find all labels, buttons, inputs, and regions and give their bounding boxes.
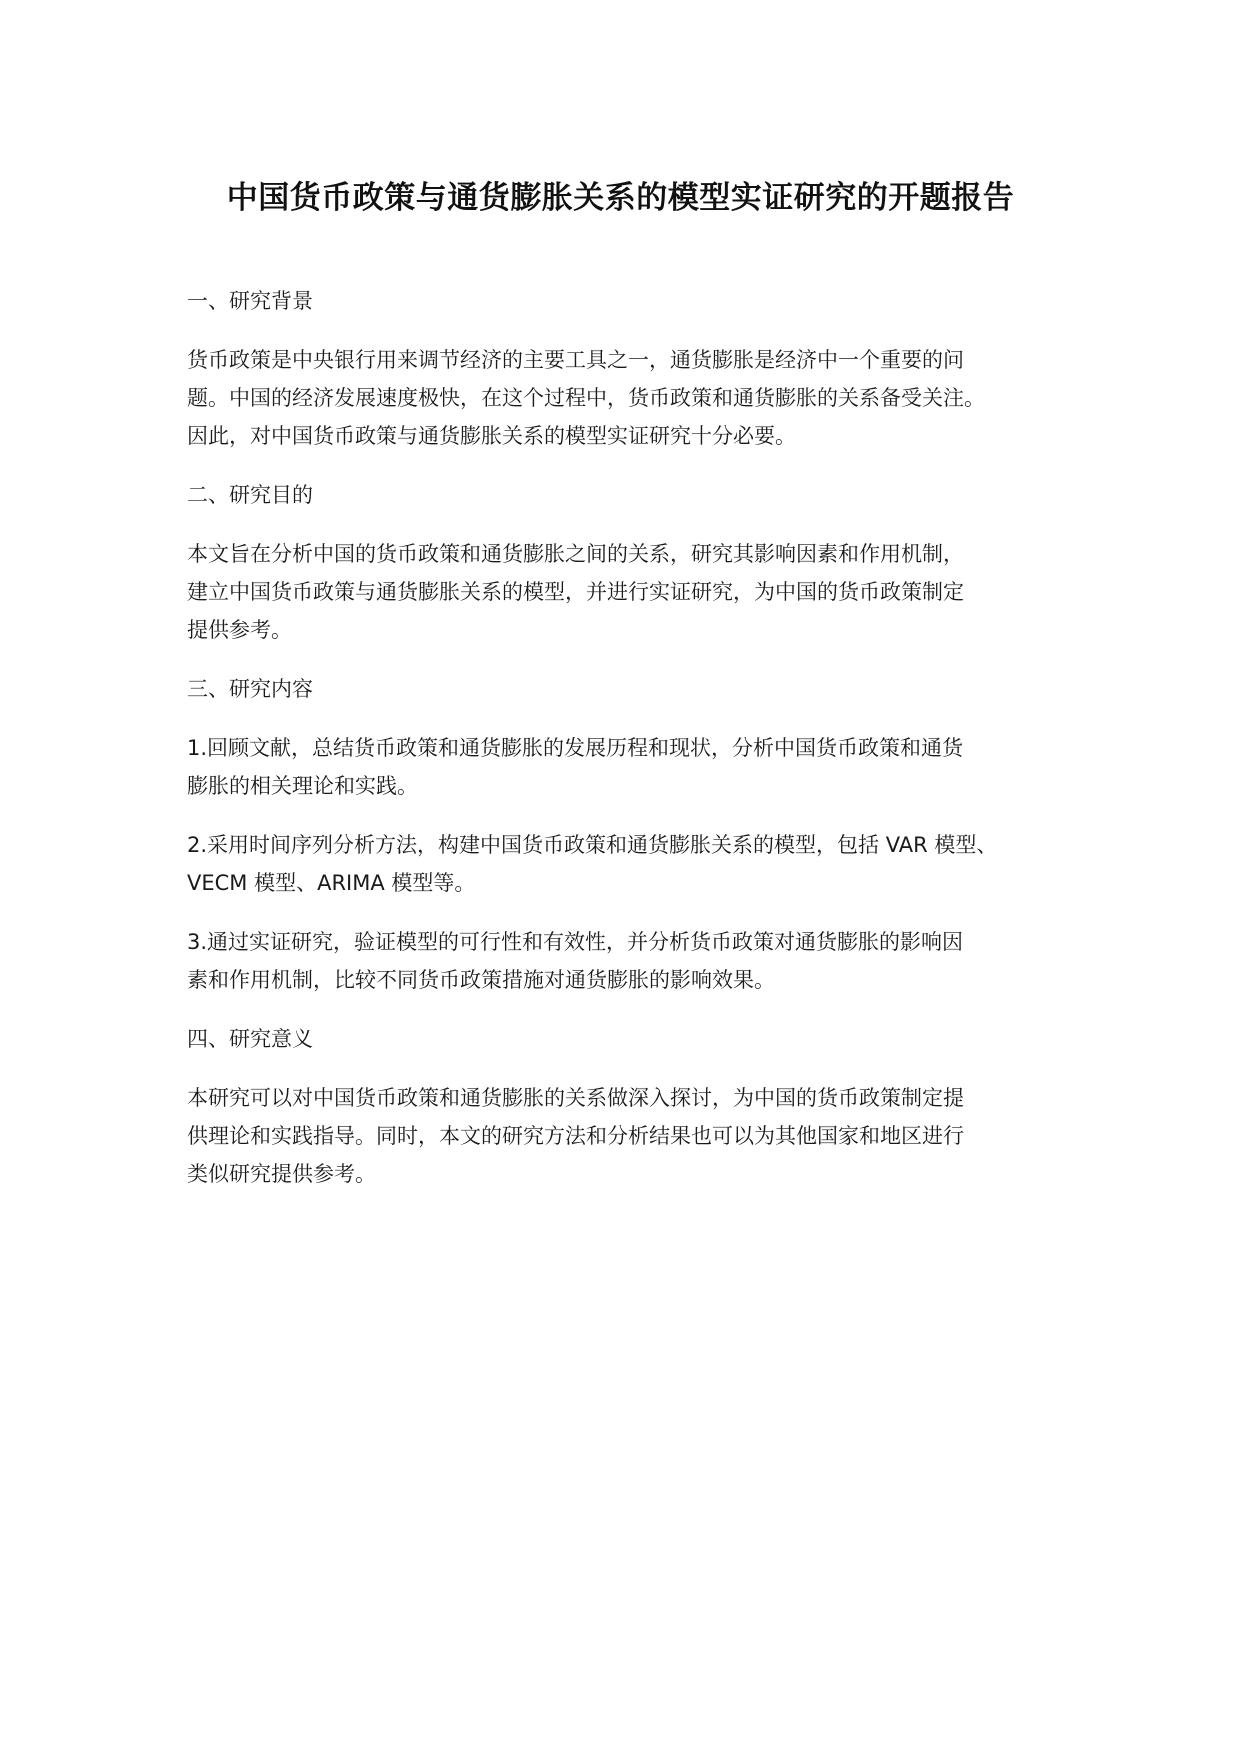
text-line: 本研究可以对中国货币政策和通货膨胀的关系做深入探讨，为中国的货币政策制定提	[187, 1086, 964, 1110]
document-title: 中国货币政策与通货膨胀关系的模型实证研究的开题报告	[226, 180, 1015, 216]
text-line: 1.回顾文献，总结货币政策和通货膨胀的发展历程和现状，分析中国货币政策和通货	[187, 736, 964, 760]
paragraph	[187, 729, 1067, 805]
section-heading: 一、研究背景	[187, 289, 313, 313]
paragraph	[187, 535, 1067, 649]
text-line: 供理论和实践指导。同时，本文的研究方法和分析结果也可以为其他国家和地区进行	[187, 1124, 964, 1148]
text-line: 本文旨在分析中国的货币政策和通货膨胀之间的关系，研究其影响因素和作用机制，	[187, 542, 964, 566]
text-line: 素和作用机制，比较不同货币政策措施对通货膨胀的影响效果。	[187, 968, 775, 992]
paragraph	[187, 923, 1067, 999]
section-heading: 二、研究目的	[187, 483, 313, 507]
text-line: 货币政策是中央银行用来调节经济的主要工具之一，通货膨胀是经济中一个重要的问	[187, 348, 964, 372]
paragraph	[187, 1079, 1067, 1193]
text-line: 膨胀的相关理论和实践。	[187, 774, 418, 798]
text-line: VECM 模型、ARIMA 模型等。	[187, 871, 476, 895]
text-line: 2.采用时间序列分析方法，构建中国货币政策和通货膨胀关系的模型，包括 VAR 模型、	[187, 833, 998, 857]
text-line: 提供参考。	[187, 618, 292, 642]
section-content	[187, 670, 1067, 999]
section-background	[187, 282, 1067, 455]
section-significance	[187, 1020, 1067, 1193]
section-heading: 四、研究意义	[187, 1027, 313, 1051]
paragraph	[187, 826, 1067, 902]
text-line: 类似研究提供参考。	[187, 1162, 376, 1186]
text-line: 因此，对中国货币政策与通货膨胀关系的模型实证研究十分必要。	[187, 424, 796, 448]
text-line: 题。中国的经济发展速度极快，在这个过程中，货币政策和通货膨胀的关系备受关注。	[187, 386, 985, 410]
text-line: 建立中国货币政策与通货膨胀关系的模型，并进行实证研究，为中国的货币政策制定	[187, 580, 964, 604]
section-heading: 三、研究内容	[187, 677, 313, 701]
document-body	[187, 282, 1067, 1214]
text-line: 3.通过实证研究，验证模型的可行性和有效性，并分析货币政策对通货膨胀的影响因	[187, 930, 964, 954]
section-purpose	[187, 476, 1067, 649]
paragraph	[187, 341, 1067, 455]
